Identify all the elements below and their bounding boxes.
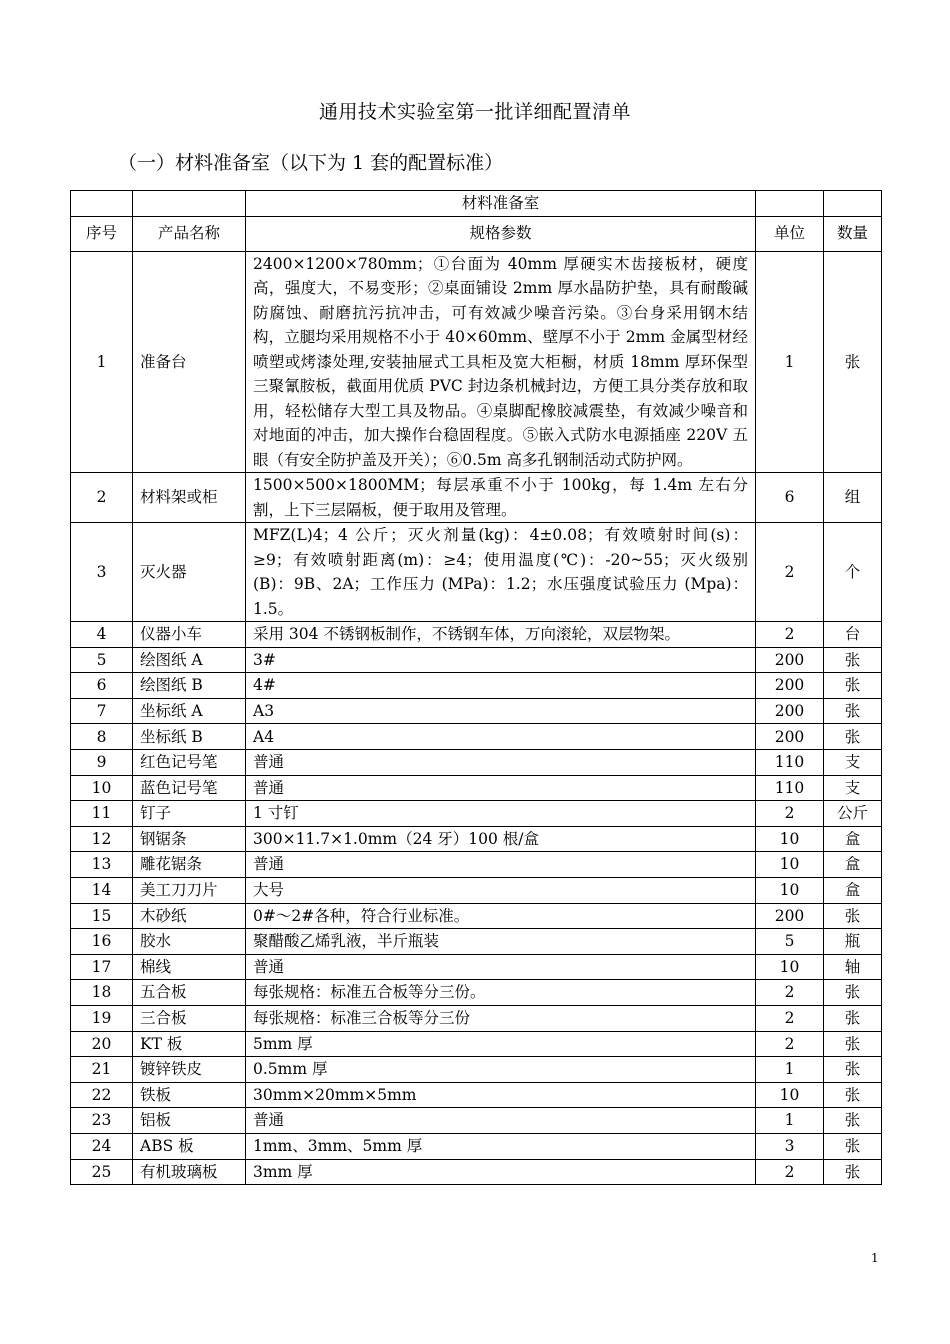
table-row [71,1082,882,1108]
row-name: 蓝色记号笔 [133,775,246,801]
row-name: KT 板 [133,1031,246,1057]
table-row [71,775,882,801]
row-qty: 10 [756,954,824,980]
table-row [71,1108,882,1134]
row-name: 坐标纸 B [133,724,246,750]
row-unit: 张 [824,673,882,699]
section-subtitle: （一）材料准备室（以下为 1 套的配置标准） [118,152,504,174]
row-spec: 普通 [246,954,756,980]
row-spec: 2400×1200×780mm；①台面为 40mm 厚硬实木齿接板材，硬度高，强度大，不易变形；②桌面铺设 2mm 厚水晶防护垫，具有耐酸碱防腐蚀、耐磨抗污抗冲击，可有效减少噪音污染。③台身采用钢木结构，立腿均采用规格不小于 40×60mm、壁厚不小于 2mm 金属型材经喷塑或烤漆处理,安装抽屉式工具柜及宽大柜橱，材质 18mm 厚环保型三聚氰胺板，截面用优质 PVC 封边条机械封边，方便工具分类存放和取用，轻松储存大型工具及物品。④桌脚配橡胶减震垫，有效减少噪音和对地面的冲击，加大操作台稳固程度。⑤嵌入式防水电源插座 220V 五眼（有安全防护盖及开关）；⑥0.5m 高多孔钢制活动式防护网。 [246,251,756,473]
row-unit: 张 [824,1133,882,1159]
equipment-table [70,190,882,1185]
row-unit: 盒 [824,852,882,878]
row-no: 8 [71,724,133,750]
row-unit: 张 [824,903,882,929]
row-name: 铝板 [133,1108,246,1134]
table-row [71,1031,882,1057]
row-no: 23 [71,1108,133,1134]
row-no: 22 [71,1082,133,1108]
row-qty: 1 [756,1108,824,1134]
table-row [71,473,882,523]
row-unit: 支 [824,750,882,776]
row-qty: 200 [756,647,824,673]
row-qty: 110 [756,750,824,776]
row-unit: 张 [824,980,882,1006]
table-row [71,852,882,878]
row-unit: 张 [824,724,882,750]
row-qty: 5 [756,929,824,955]
table-row [71,878,882,904]
row-spec: 3mm 厚 [246,1159,756,1185]
row-qty: 10 [756,878,824,904]
row-name: 棉线 [133,954,246,980]
row-no: 17 [71,954,133,980]
table-row [71,698,882,724]
row-unit: 组 [824,473,882,523]
row-no: 4 [71,622,133,648]
row-unit: 盒 [824,826,882,852]
row-qty: 6 [756,473,824,523]
row-qty: 200 [756,903,824,929]
row-name: 绘图纸 A [133,647,246,673]
row-spec: 聚醋酸乙烯乳液，半斤瓶装 [246,929,756,955]
row-name: 红色记号笔 [133,750,246,776]
row-name: ABS 板 [133,1133,246,1159]
row-no: 9 [71,750,133,776]
row-spec: 3# [246,647,756,673]
row-no: 14 [71,878,133,904]
row-qty: 10 [756,826,824,852]
row-unit: 张 [824,251,882,473]
document-title: 通用技术实验室第一批详细配置清单 [318,101,631,123]
table-row [71,826,882,852]
row-no: 25 [71,1159,133,1185]
row-spec: 0#～2#各种，符合行业标准。 [246,903,756,929]
table-row [71,750,882,776]
row-qty: 200 [756,724,824,750]
row-unit: 张 [824,1006,882,1032]
table-row [71,724,882,750]
row-unit: 张 [824,698,882,724]
row-spec: 大号 [246,878,756,904]
row-qty: 2 [756,622,824,648]
row-qty: 2 [756,980,824,1006]
row-unit: 台 [824,622,882,648]
row-name: 五合板 [133,980,246,1006]
header-qty: 数量 [824,216,882,251]
row-name: 雕花锯条 [133,852,246,878]
row-qty: 2 [756,1159,824,1185]
table-row [71,1006,882,1032]
row-name: 胶水 [133,929,246,955]
row-spec: 4# [246,673,756,699]
row-spec: 30mm×20mm×5mm [246,1082,756,1108]
row-spec: A4 [246,724,756,750]
row-qty: 2 [756,801,824,827]
row-name: 有机玻璃板 [133,1159,246,1185]
table-row [71,801,882,827]
row-unit: 轴 [824,954,882,980]
row-no: 7 [71,698,133,724]
table-row [71,523,882,622]
table-row [71,954,882,980]
row-name: 准备台 [133,251,246,473]
row-spec: 每张规格：标准五合板等分三份。 [246,980,756,1006]
row-unit: 张 [824,647,882,673]
row-unit: 张 [824,1057,882,1083]
row-qty: 1 [756,251,824,473]
table-row [71,622,882,648]
row-spec: 普通 [246,1108,756,1134]
row-spec: 300×11.7×1.0mm（24 牙）100 根/盒 [246,826,756,852]
header-no: 序号 [71,216,133,251]
row-qty: 110 [756,775,824,801]
row-qty: 10 [756,852,824,878]
table-row [71,1057,882,1083]
row-name: 钢锯条 [133,826,246,852]
table-row [71,1133,882,1159]
row-no: 19 [71,1006,133,1032]
table-row [71,1159,882,1185]
row-no: 6 [71,673,133,699]
row-no: 15 [71,903,133,929]
header-unit: 单位 [756,216,824,251]
row-no: 2 [71,473,133,523]
row-no: 10 [71,775,133,801]
row-name: 三合板 [133,1006,246,1032]
row-unit: 个 [824,523,882,622]
header-name: 产品名称 [133,216,246,251]
row-no: 11 [71,801,133,827]
row-unit: 支 [824,775,882,801]
section-title: 材料准备室 [246,191,756,217]
header-spec: 规格参数 [246,216,756,251]
row-name: 铁板 [133,1082,246,1108]
table-row [71,647,882,673]
row-qty: 3 [756,1133,824,1159]
row-no: 20 [71,1031,133,1057]
row-qty: 2 [756,1031,824,1057]
row-unit: 张 [824,1159,882,1185]
row-name: 坐标纸 A [133,698,246,724]
row-no: 5 [71,647,133,673]
row-name: 美工刀刀片 [133,878,246,904]
row-spec: 采用 304 不锈钢板制作，不锈钢车体，万向滚轮，双层物架。 [246,622,756,648]
row-no: 16 [71,929,133,955]
row-qty: 200 [756,698,824,724]
row-name: 镀锌铁皮 [133,1057,246,1083]
table-row [71,980,882,1006]
row-name: 绘图纸 B [133,673,246,699]
row-qty: 1 [756,1057,824,1083]
row-spec: 普通 [246,852,756,878]
table-row [71,673,882,699]
row-qty: 2 [756,1006,824,1032]
row-spec: 1 寸钉 [246,801,756,827]
row-no: 1 [71,251,133,473]
row-no: 18 [71,980,133,1006]
row-name: 木砂纸 [133,903,246,929]
row-name: 材料架或柜 [133,473,246,523]
row-spec: 0.5mm 厚 [246,1057,756,1083]
row-unit: 张 [824,1082,882,1108]
table-row [71,251,882,473]
row-spec: A3 [246,698,756,724]
row-unit: 张 [824,1031,882,1057]
row-spec: MFZ(L)4；4 公斤；灭火剂量(kg)：4±0.08；有效喷射时间(s)：≥9；有效喷射距离(m)：≥4；使用温度(℃)：-20~55；灭火级别 (B)：9B、2A；工作压力 (MPa)：1.2；水压强度试验压力 (Mpa)：1.5。 [246,523,756,622]
row-spec: 每张规格：标准三合板等分三份 [246,1006,756,1032]
row-unit: 公斤 [824,801,882,827]
row-no: 12 [71,826,133,852]
row-spec: 1mm、3mm、5mm 厚 [246,1133,756,1159]
row-spec: 普通 [246,775,756,801]
row-no: 3 [71,523,133,622]
table-row [71,903,882,929]
table-section-row [71,191,882,217]
row-no: 24 [71,1133,133,1159]
row-qty: 200 [756,673,824,699]
row-unit: 盒 [824,878,882,904]
row-spec: 5mm 厚 [246,1031,756,1057]
row-name: 仪器小车 [133,622,246,648]
row-unit: 张 [824,1108,882,1134]
row-no: 13 [71,852,133,878]
page-number: 1 [871,1251,879,1265]
table-header-row [71,216,882,251]
table-row [71,929,882,955]
row-qty: 10 [756,1082,824,1108]
row-qty: 2 [756,523,824,622]
row-spec: 1500×500×1800MM；每层承重不小于 100kg，每 1.4m 左右分割，上下三层隔板，便于取用及管理。 [246,473,756,523]
row-name: 钉子 [133,801,246,827]
row-no: 21 [71,1057,133,1083]
row-spec: 普通 [246,750,756,776]
row-name: 灭火器 [133,523,246,622]
row-unit: 瓶 [824,929,882,955]
